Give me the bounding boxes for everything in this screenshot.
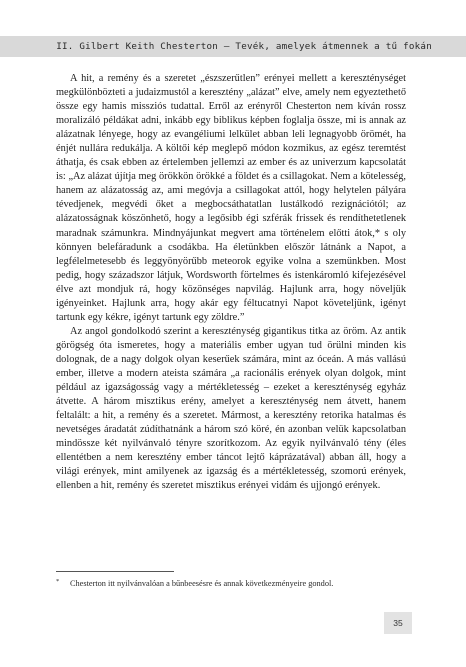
footnote-marker: * xyxy=(56,578,60,585)
footnote-text: Chesterton itt nyilvánvalóan a bűnbeesésre és annak következményeire gondol. xyxy=(70,579,334,588)
main-text xyxy=(56,72,406,493)
page-number: 35 xyxy=(384,612,412,634)
footnote-separator xyxy=(56,571,174,572)
paragraph: Az angol gondolkodó szerint a kereszténység gigantikus titka az öröm. Az antik görögség óta ismeretes, hogy a materiális ember ugyan tud örülni minden kis dolognak, de a nagy dolgok olyan keserűek számára, mint az óceán. A más vallású ember, illetve a modern ateista számára „a racionális erények olyan dolgok, mint például az igazságosság vagy a mértékletesség – ezeket a kereszténység egyház átvette. A három misztikus erény, amelyet a kereszténység nem átvett, hanem feltalált: a hit, a remény és a szeretet. Mármost, a keresztény retorika hatalmas és nevetséges áradatát zúdíthatnánk a három szó köré, én azonban velük kapcsolatban mindössze két nyilvánvaló tényre szorítkozom. Az egyik nyilvánvaló tény (éles ellentétben a nem keresztény ember táncot lejtő káprázatával) abban áll, hogy a világi erények, mint amilyenek az igazság és a mértékletesség, szomorú erények, ellenben a hit, remény és szeretet misztikus erényei vidám és ujjongó erények. xyxy=(56,325,406,492)
footnote xyxy=(56,578,406,589)
paragraph: A hit, a remény és a szeretet „észszerűtlen” erényei mellett a kereszténységet megkülönbözteti a judaizmustól a keresztény „alázat” elve, amely nem egyeztethető össze egy hamis missziós tudattal. Erről az erényről Chesterton nem kíván rossz moralizáló példákat adni, inkább egy biblikus képben foglalja össze, mi is annak az alázatnak lényege, hogy az evangéliumi lelkület abban leli legnagyobb örömét, ha énjét nullára redukálja. A költői kép meglepő módon kozmikus, az egész teremtést áthatja, és csak ebben az értelemben jellemzi az ember és az univerzum kapcsolatát is: „Az alázat újítja meg örökkön örökké a földet és a csillagokat. Nem a kötelesség, hanem az alázatosság az, ami megóvja a csillagokat attól, hogy helytelen pályára tévedjenek, megvédi őket a megbocsáthatatlan lustálkodó rezignációtól; az alázatosságnak köszönhető, hogy a legősibb égi szférák frissek és rendíthetetlenek maradnak számunkra. Mindnyájunkat megvert ama történelem előtti átok,* s oly könnyen belefáradunk a csodákba. Ha életünkben először látnánk a Napot, a legfélelmetesebb és leggyönyörűbb meteorok egyike volna a szemünkben. Most pedig, hogy századszor látjuk, Wordsworth förtelmes és istenkáromló kifejezésével élve azt mondjuk rá, hogy közönséges napvilág. Hajlunk arra, hogy növeljük igényeinket. Hajlunk arra, hogy akár egy féltucatnyi Napot követeljünk, igényt tartunk egy kékre, igényt tartunk egy zöldre.” xyxy=(56,73,406,323)
running-header-title: II. Gilbert Keith Chesterton – Tevék, amelyek átmennek a tű fokán xyxy=(56,41,432,52)
